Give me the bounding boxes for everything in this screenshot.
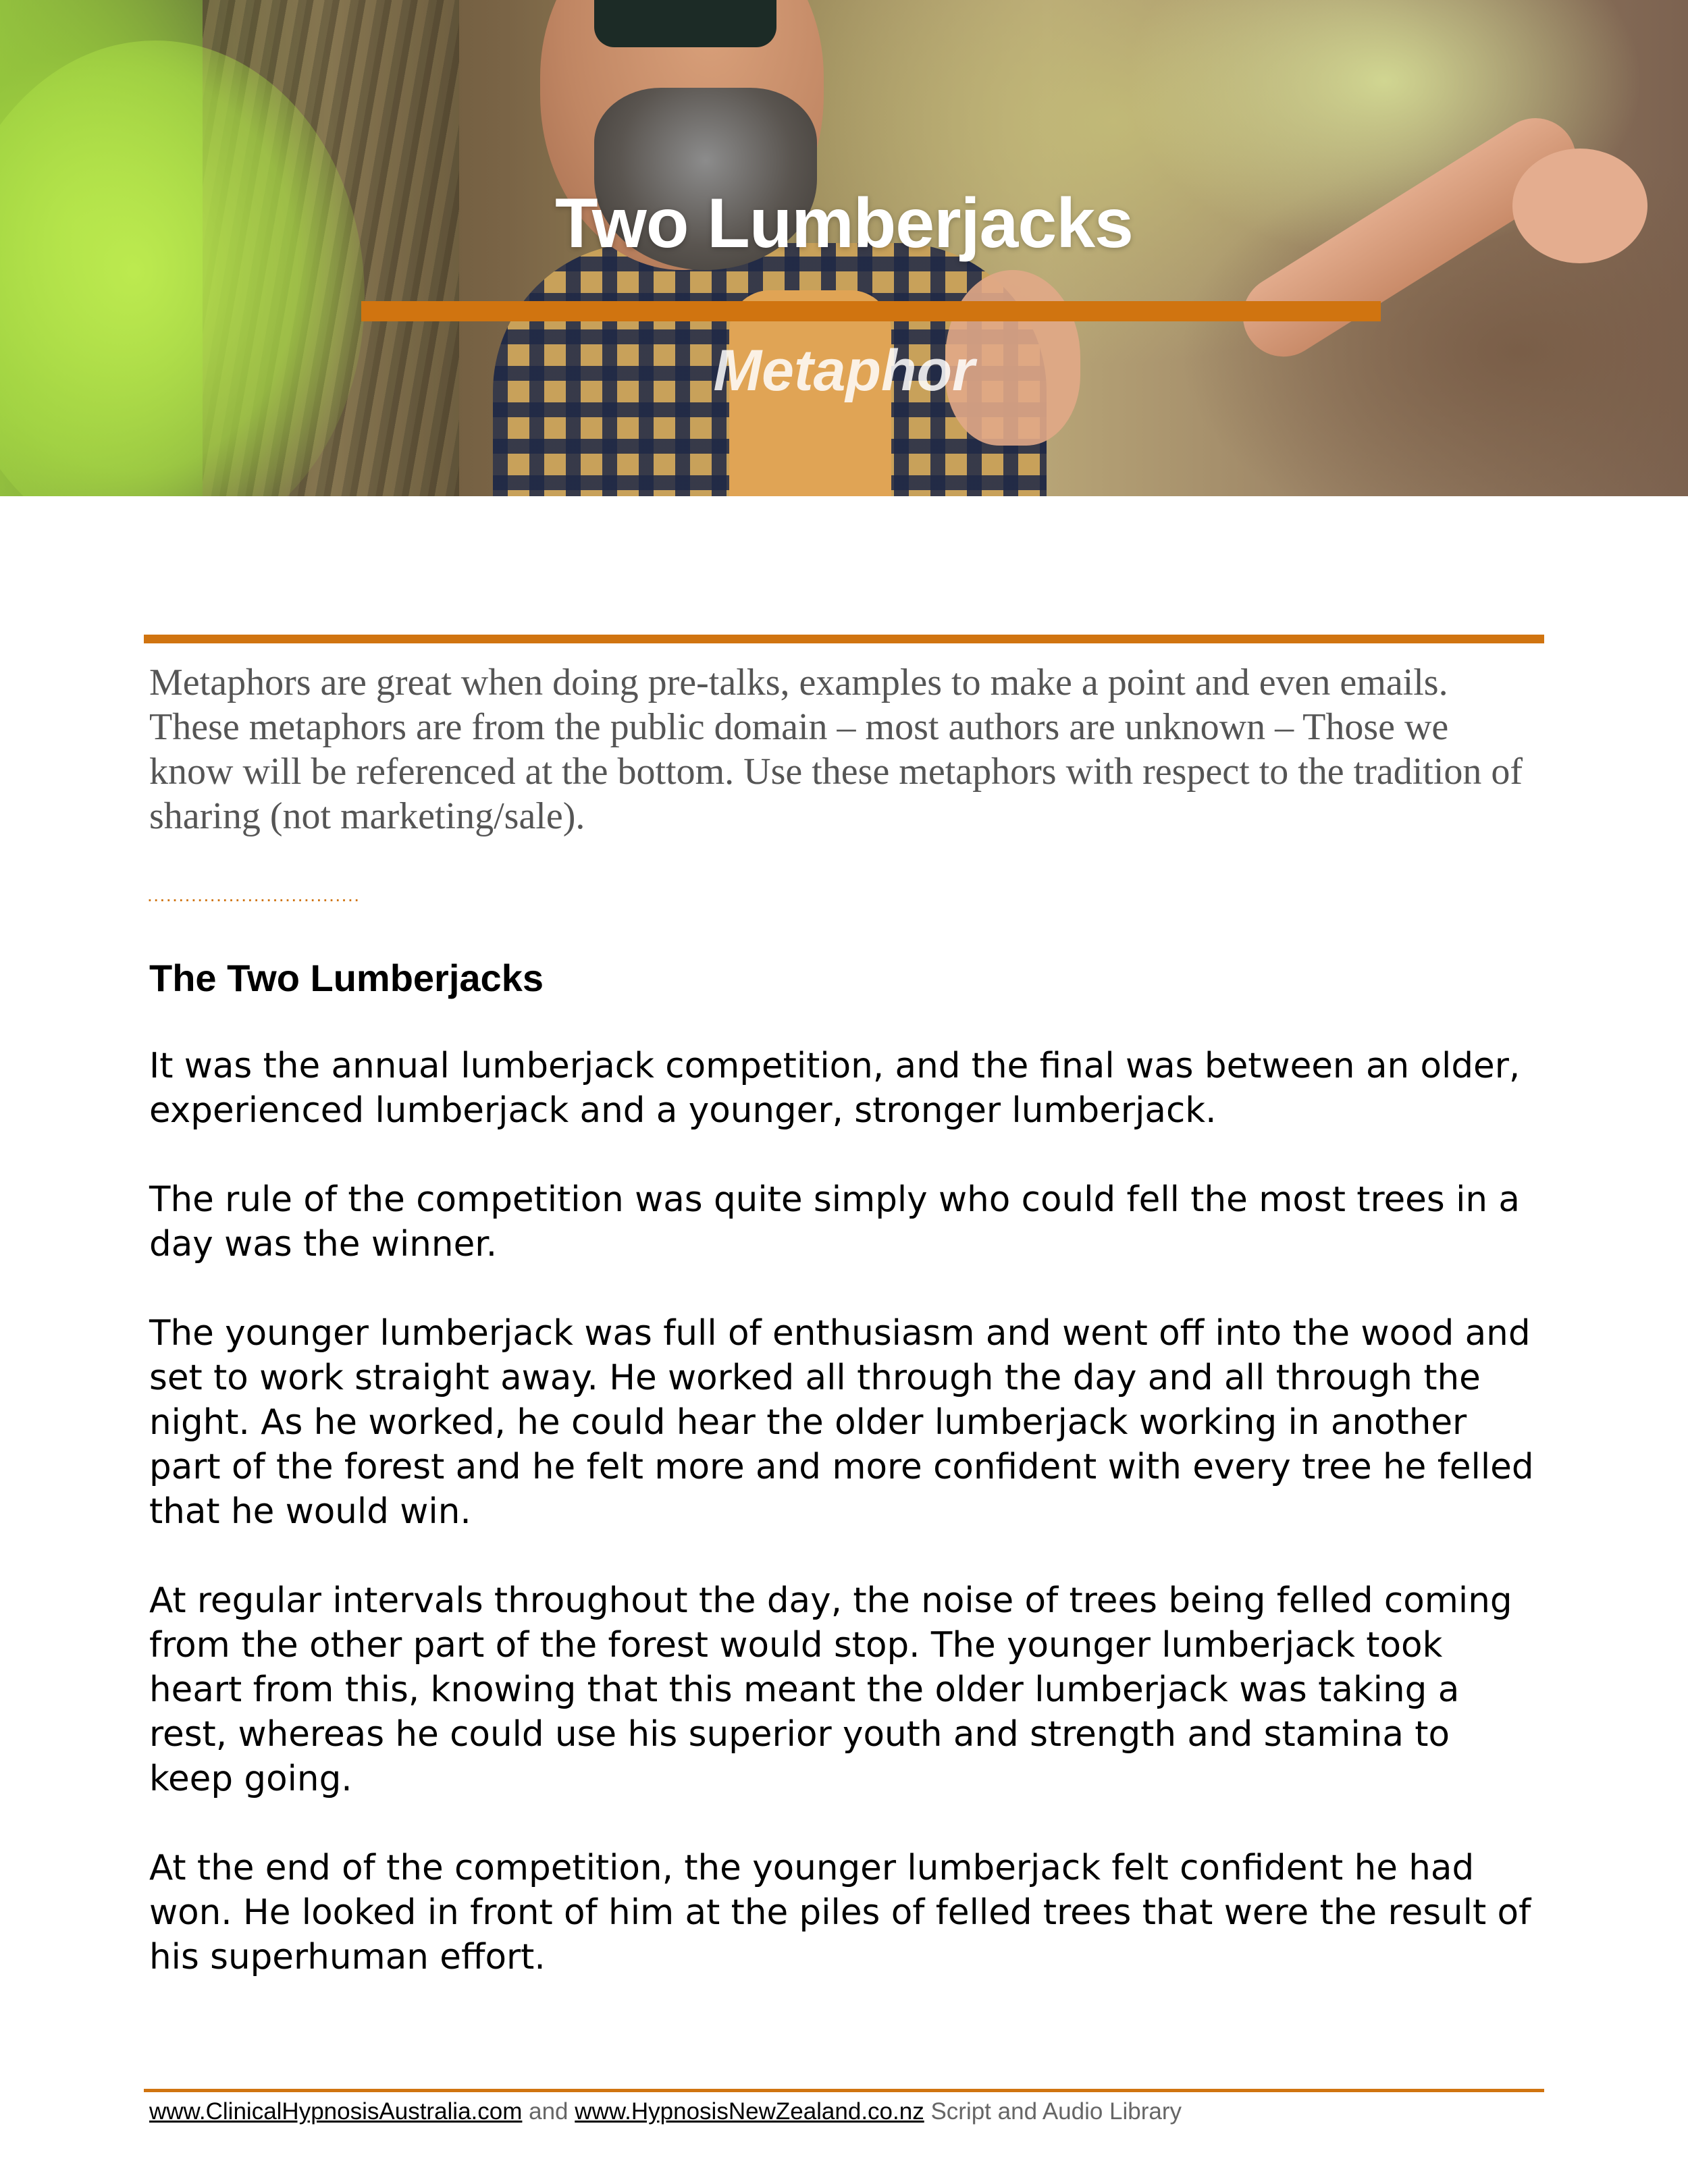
sunglasses-image	[594, 0, 776, 47]
intro-paragraph: Metaphors are great when doing pre-talks, examples to make a point and even emails. These metaphors are from the public domain – most authors are unknown – Those we know will be referenced at the bottom. Use these metaphors with respect to the tradition of sharing (not marketing/sale).	[149, 662, 1523, 837]
footer-link-australia[interactable]: www.ClinicalHypnosisAustralia.com	[149, 2098, 523, 2125]
footer	[149, 2092, 1182, 2132]
story-paragraph: At regular intervals throughout the day, the noise of trees being felled coming from the other part of the forest would stop. The younger lumberjack took heart from this, knowing that this meant the older lumberjack was taking a rest, whereas he could use his superior youth and strength and stamina to keep going.	[149, 1580, 1512, 1799]
story-paragraph: The rule of the competition was quite simply who could fell the most trees in a day was the winner.	[149, 1179, 1520, 1264]
page-subtitle: Metaphor	[713, 338, 975, 403]
footer-suffix: Script and Audio Library	[924, 2098, 1182, 2125]
dotted-separator: ..................................	[147, 884, 361, 905]
story-paragraph: The younger lumberjack was full of enthusiasm and went off into the wood and set to work straight away. He worked all through the day and all through the night. As he worked, he could hear the older lumberjack working in another part of the forest and he felt more and more confident with every tree he felled that he would win.	[149, 1313, 1534, 1532]
story-heading: The Two Lumberjacks	[149, 957, 544, 999]
intro-divider	[144, 635, 1544, 643]
story-paragraph: It was the annual lumberjack competition, and the final was between an older, experienced lumberjack and a younger, stronger lumberjack.	[149, 1046, 1521, 1131]
story-body	[149, 1044, 1537, 2024]
title-underline	[361, 301, 1381, 321]
footer-link-new-zealand[interactable]: www.HypnosisNewZealand.co.nz	[575, 2098, 924, 2125]
footer-joiner: and	[522, 2098, 575, 2125]
story-paragraph: At the end of the competition, the younger lumberjack felt confident he had won. He looked in front of him at the piles of felled trees that were the result of his superhuman effort.	[149, 1848, 1531, 1977]
page-title: Two Lumberjacks	[555, 184, 1133, 263]
hero-banner	[0, 0, 1688, 496]
